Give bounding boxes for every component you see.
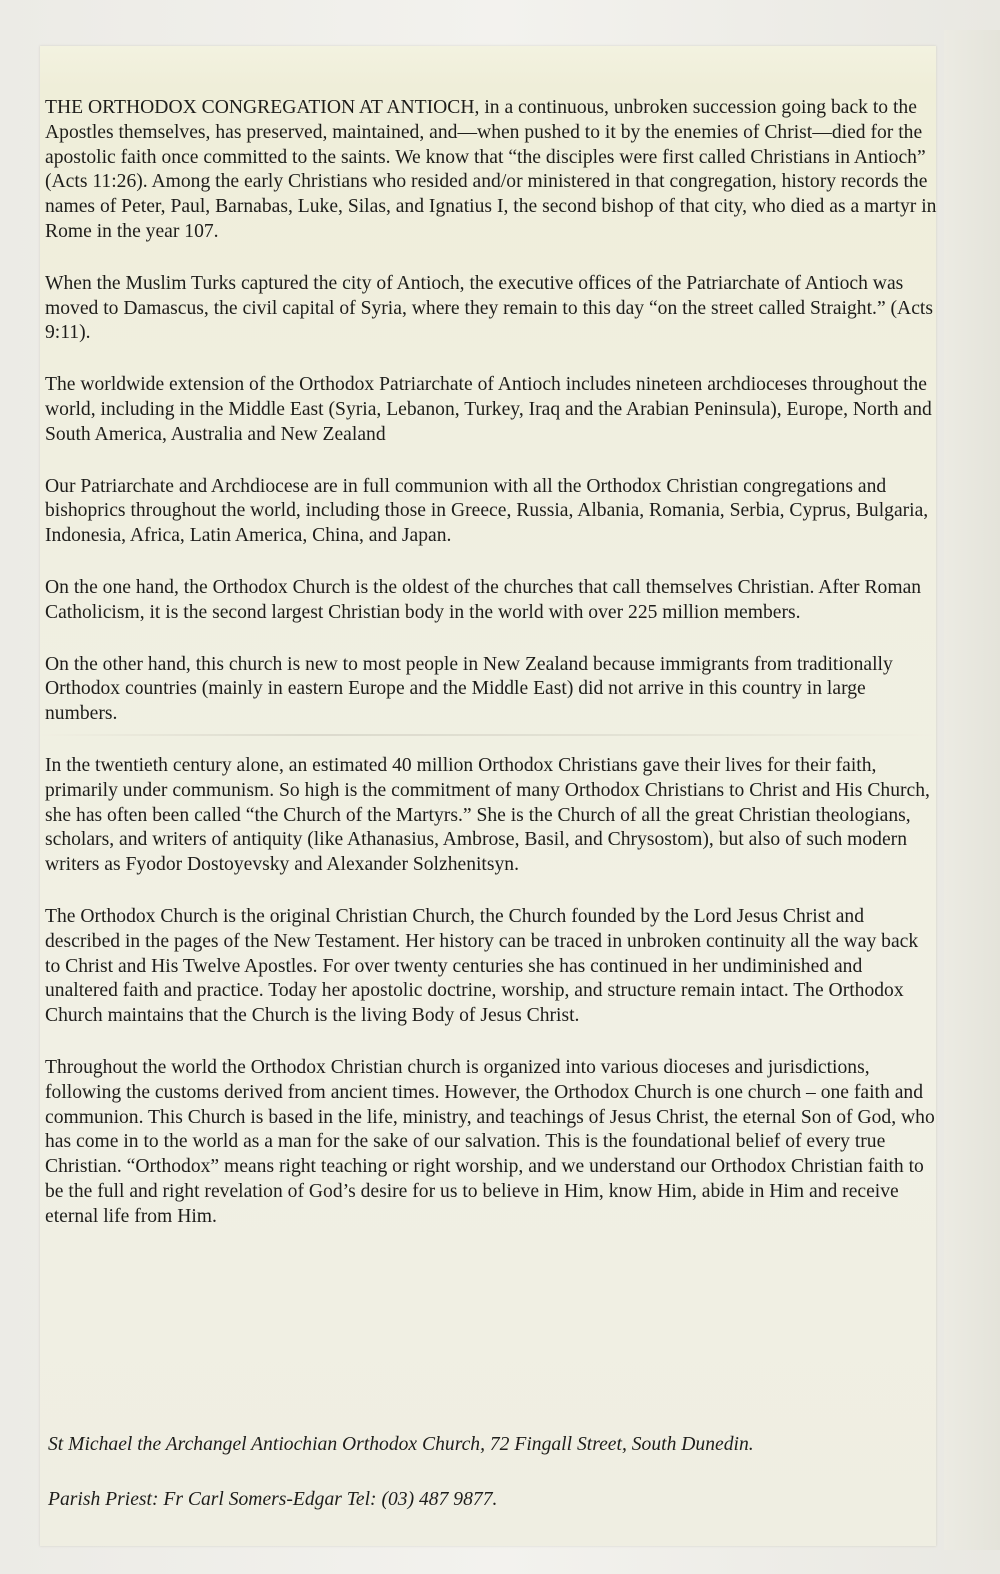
church-address-line: St Michael the Archangel Antiochian Orthodox Church, 72 Fingall Street, South Dunedin. (48, 1434, 754, 1455)
paragraph-original-church: The Orthodox Church is the original Christian Church, the Church founded by the Lord Jesus Christ and described in the pages of the New Testament. Her history can be traced in unbroken continuity all the way back to Christ and His Twelve Apostles. For over twenty centuries she has continued in her undiminished and unaltered faith and practice. Today her apostolic doctrine, worship, and structure remain intact. The Orthodox Church maintains that the Church is the living Body of Jesus Christ. (45, 905, 919, 1027)
paragraph-text: , in a continuous, unbroken succession going back to the Apostles themselves, has preserved, maintained, and—when pushed to it by the enemies of Christ—died for the apostolic faith once committed to the saints. We know that “the disciples were first called Christians in Antioch” (Acts 11:26). Among the early Christians who resided and/or ministered in that congregation, history records the names of Peter, Paul, Barnabas, Luke, Silas, and Ignatius I, the second bishop of that city, who died as a martyr in Rome in the year 107. (45, 97, 937, 242)
paragraph-organization: Throughout the world the Orthodox Christian church is organized into various dioceses and jurisdictions, following the customs derived from ancient times. However, the Orthodox Church is one church – one faith and communion. This Church is based in the life, ministry, and teachings of Jesus Christ, the eternal Son of God, who has come in to the world as a man for the sake of our salvation. This is the foundational belief of every true Christian. “Orthodox” means right teaching or right worship, and we understand our Orthodox Christian faith to be the full and right revelation of God’s desire for us to believe in Him, know Him, abide in Him and receive eternal life from Him. (45, 1056, 935, 1227)
lead-heading: THE ORTHODOX CONGREGATION AT ANTIOCH (45, 97, 475, 118)
paragraph-antioch-congregation (45, 96, 937, 245)
paragraph-muslim-turks: When the Muslim Turks captured the city of Antioch, the executive offices of the Patriarchate of Antioch was moved to Damascus, the civil capital of Syria, where they remain to this day “on the street called Straight.” (Acts 9:11). (45, 272, 933, 344)
parish-priest-line: Parish Priest: Fr Carl Somers-Edgar Tel: (03) 487 9877. (48, 1489, 498, 1510)
paragraph-oldest-church: On the one hand, the Orthodox Church is the oldest of the churches that call themselves Christian. After Roman Catholicism, it is the second largest Christian body in the world with over 225 million members. (45, 576, 922, 623)
document-body (45, 96, 937, 1256)
paragraph-full-communion: Our Patriarchate and Archdiocese are in full communion with all the Orthodox Christian congregations and bishoprics throughout the world, including those in Greece, Russia, Albania, Romania, Serbia, Cyprus, Bulgaria, Indonesia, Africa, Latin America, China, and Japan. (45, 475, 929, 547)
reverse-side-bleed (944, 30, 1000, 1550)
paragraph-martyrs: In the twentieth century alone, an estimated 40 million Orthodox Christians gave their lives for their faith, primarily under communism. So high is the commitment of many Orthodox Christians to Christ and His Church, she has often been called “the Church of the Martyrs.” She is the Church of all the great Christian theologians, scholars, and writers of antiquity (like Athanasius, Ambrose, Basil, and Chrysostom), but also of such modern writers as Fyodor Dostoyevsky and Alexander Solzhenitsyn. (45, 754, 930, 876)
paragraph-worldwide-extension: The worldwide extension of the Orthodox Patriarchate of Antioch includes nineteen archdioceses throughout the world, including in the Middle East (Syria, Lebanon, Turkey, Iraq and the Arabian Peninsula), Europe, North and South America, Australia and New Zealand (45, 374, 932, 445)
paragraph-new-zealand: On the other hand, this church is new to most people in New Zealand because immigrants from traditionally Orthodox countries (mainly in eastern Europe and the Middle East) did not arrive in this country in large numbers. (45, 653, 893, 725)
